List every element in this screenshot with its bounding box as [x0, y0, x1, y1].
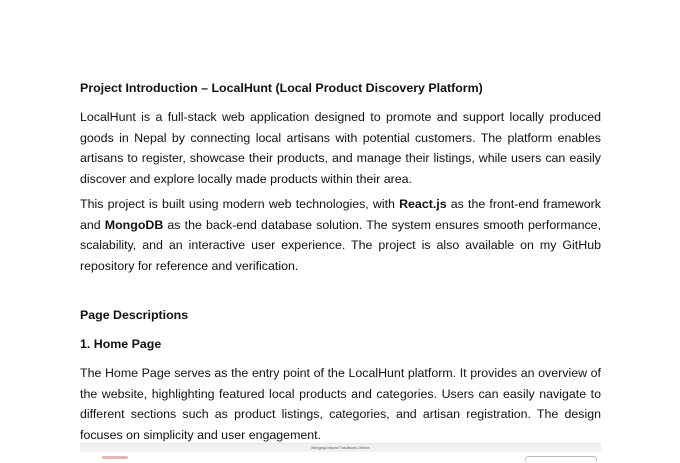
page-descriptions-heading: Page Descriptions — [80, 308, 189, 322]
tech-text-b: as the front-end framework and — [80, 197, 601, 232]
intro-heading: Project Introduction – LocalHunt (Local Product Discovery Platform) — [80, 81, 483, 95]
tech-text-c: as the back-end database solution. The system ensures smooth performance, scalability, and an interactive user experience. The project is also available on my GitHub repository for reference and verification. — [80, 217, 601, 273]
home-page-description: The Home Page serves as the entry point of the LocalHunt platform. It provides an overview of the website, highlighting featured local products and categories. Users can easily navigate to different sections such as product listings, categories, and artisan registration. The design focuses on simplicity and user engagement. — [80, 366, 601, 442]
tech-paragraph — [80, 194, 601, 276]
embedded-website-screenshot — [80, 443, 601, 460]
document-body — [80, 78, 601, 450]
screenshot-top-banner — [80, 444, 601, 452]
intro-paragraph: LocalHunt is a full-stack web application designed to promote and support locally produced goods in Nepal by connecting local artisans with potential customers. The platform enables artisans to register, showcase their products, and manage their listings, while users can easily discover and explore locally made products within their area. — [80, 110, 601, 186]
section-gap — [80, 281, 601, 305]
tech-text-a: This project is built using modern web technologies, with — [80, 197, 400, 211]
react-term: React.js — [399, 197, 447, 211]
screenshot-banner-text: Bringing Nepali Traditions Online — [311, 445, 370, 450]
screenshot-search-pill — [525, 456, 597, 463]
home-page-title: 1. Home Page — [80, 337, 162, 351]
mongodb-term: MongoDB — [104, 217, 164, 232]
